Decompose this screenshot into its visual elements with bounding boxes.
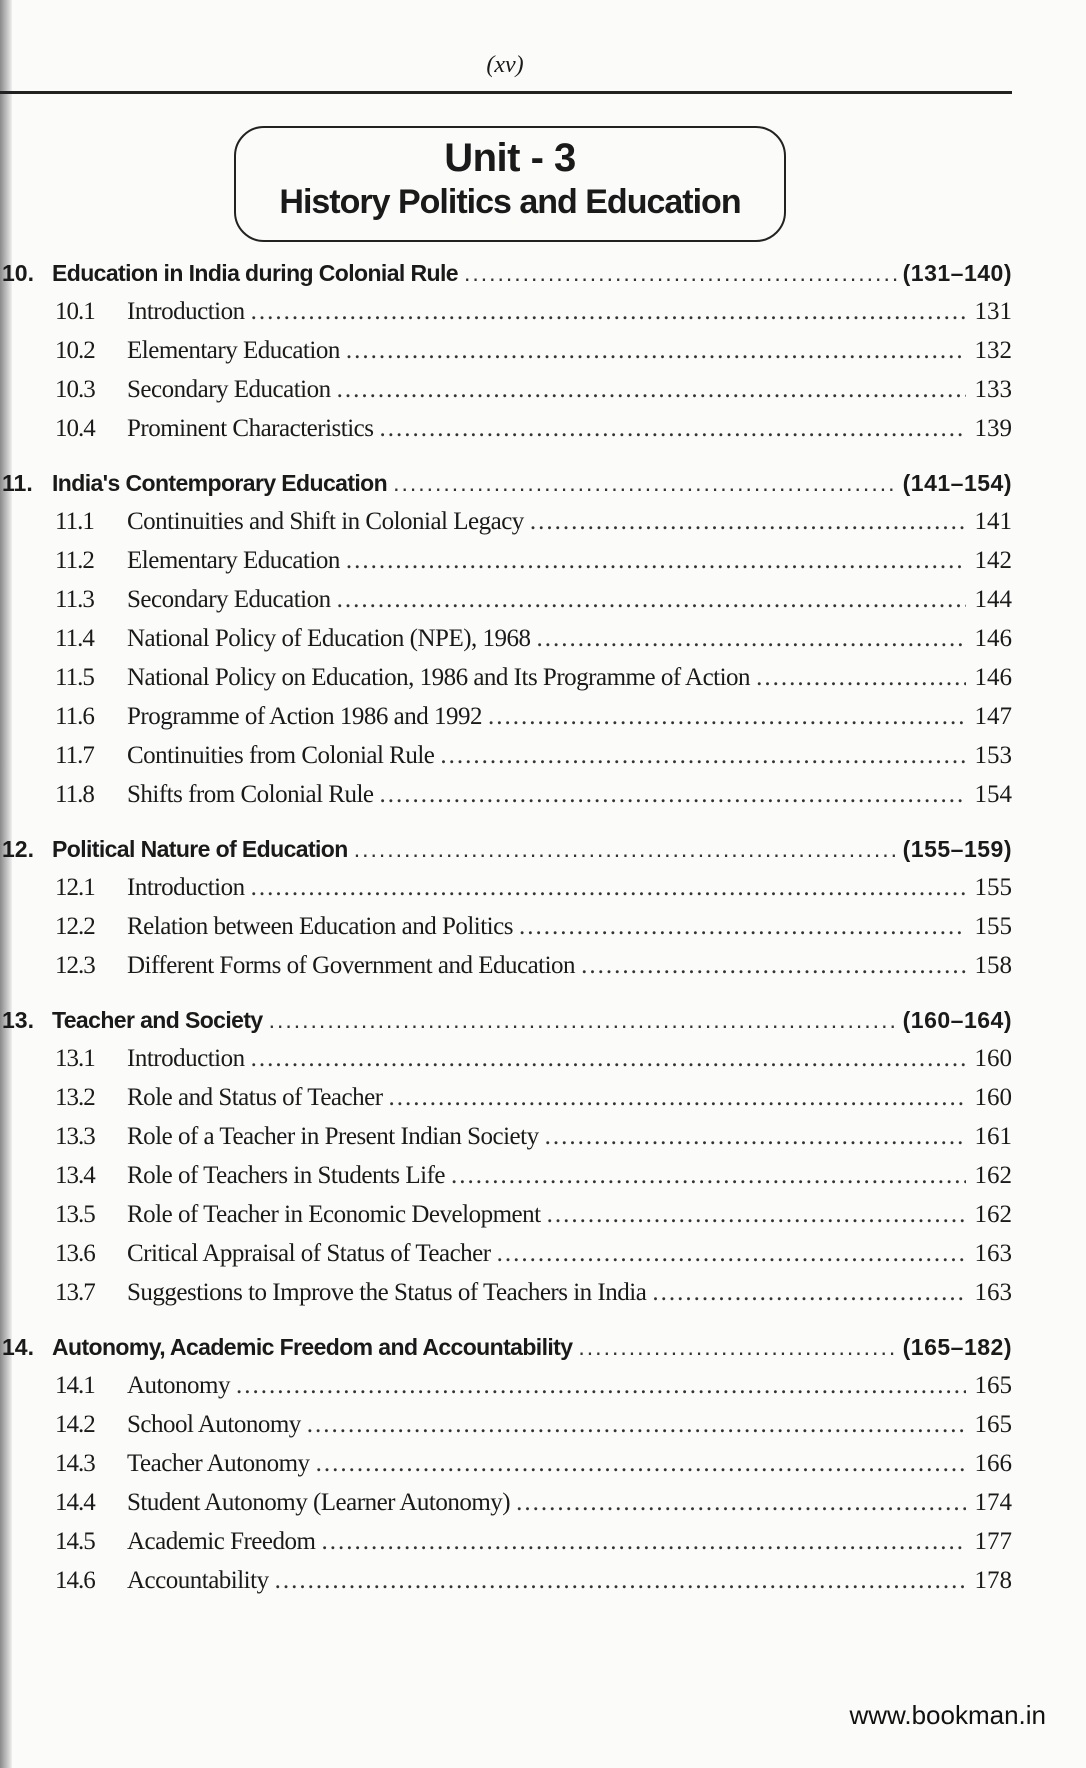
section-number: 14.2: [55, 1411, 95, 1438]
toc-section[interactable]: [0, 1450, 1012, 1489]
section-title: Continuities and Shift in Colonial Legacy: [127, 508, 524, 535]
toc-section[interactable]: [0, 1201, 1012, 1240]
dot-leader: [393, 470, 897, 497]
dot-leader: [275, 1567, 966, 1595]
header-rule: [0, 91, 1012, 94]
dot-leader: [451, 1162, 966, 1190]
dot-leader: [389, 1084, 966, 1112]
section-number: 13.2: [55, 1084, 95, 1111]
section-title: Elementary Education: [127, 337, 340, 364]
toc-section[interactable]: [0, 1528, 1012, 1567]
dot-leader: [354, 836, 897, 863]
website-watermark: www.bookman.in: [849, 1700, 1046, 1730]
section-number: 10.4: [55, 415, 95, 442]
section-page: 154: [974, 781, 1012, 808]
dot-leader: [337, 586, 966, 614]
section-number: 14.5: [55, 1528, 95, 1555]
section-title: Relation between Education and Politics: [127, 913, 513, 940]
section-page: 146: [974, 625, 1012, 652]
section-title: Introduction: [127, 298, 245, 325]
dot-leader: [321, 1528, 966, 1556]
chapter-page-range: (160–164): [902, 1007, 1012, 1033]
section-number: 12.1: [55, 874, 95, 901]
chapter-number: 13.: [2, 1007, 34, 1033]
section-title: Role and Status of Teacher: [127, 1084, 383, 1111]
toc-section[interactable]: [0, 1162, 1012, 1201]
section-title: Secondary Education: [127, 376, 331, 403]
section-number: 11.8: [55, 781, 94, 808]
chapter-page-range: (165–182): [902, 1334, 1012, 1360]
toc-section[interactable]: [0, 1279, 1012, 1318]
section-number: 14.6: [55, 1567, 95, 1594]
section-page: 177: [974, 1528, 1012, 1555]
chapter-number: 12.: [2, 836, 34, 862]
section-number: 12.3: [55, 952, 95, 979]
dot-leader: [440, 742, 966, 770]
chapter-title: India's Contemporary Education: [52, 470, 388, 496]
section-title: Shifts from Colonial Rule: [127, 781, 374, 808]
section-title: Continuities from Colonial Rule: [127, 742, 435, 769]
section-title: Student Autonomy (Learner Autonomy): [127, 1489, 511, 1516]
dot-leader: [652, 1279, 966, 1307]
chapter-page-range: (155–159): [902, 836, 1012, 862]
section-number: 11.2: [55, 547, 94, 574]
section-number: 13.6: [55, 1240, 95, 1267]
dot-leader: [380, 781, 966, 809]
section-page: 141: [974, 508, 1012, 535]
dot-leader: [756, 664, 966, 692]
section-title: Programme of Action 1986 and 1992: [127, 703, 482, 730]
toc-section[interactable]: [0, 1084, 1012, 1123]
section-number: 12.2: [55, 913, 95, 940]
toc-section[interactable]: [0, 874, 1012, 913]
toc-section[interactable]: [0, 1123, 1012, 1162]
toc-chapter[interactable]: [0, 470, 1012, 508]
section-page: 155: [974, 874, 1012, 901]
toc-section[interactable]: [0, 703, 1012, 742]
section-number: 10.3: [55, 376, 95, 403]
section-page: 131: [974, 298, 1012, 325]
section-page: 162: [974, 1201, 1012, 1228]
section-number: 13.5: [55, 1201, 95, 1228]
section-title: Autonomy: [127, 1372, 230, 1399]
section-title: School Autonomy: [127, 1411, 301, 1438]
unit-title: Unit - 3: [444, 136, 576, 180]
dot-leader: [269, 1007, 897, 1034]
section-page: 155: [974, 913, 1012, 940]
section-number: 11.7: [55, 742, 94, 769]
dot-leader: [530, 508, 966, 536]
table-of-contents: [0, 260, 1012, 1606]
dot-leader: [251, 1045, 966, 1073]
section-title: Accountability: [127, 1567, 269, 1594]
section-page: 160: [974, 1084, 1012, 1111]
section-number: 11.3: [55, 586, 94, 613]
section-number: 13.1: [55, 1045, 95, 1072]
dot-leader: [547, 1201, 966, 1229]
toc-section[interactable]: [0, 625, 1012, 664]
section-title: Prominent Characteristics: [127, 415, 374, 442]
toc-section[interactable]: [0, 1411, 1012, 1450]
toc-section[interactable]: [0, 742, 1012, 781]
dot-leader: [337, 376, 966, 404]
toc-section[interactable]: [0, 415, 1012, 454]
section-page: 142: [974, 547, 1012, 574]
toc-section[interactable]: [0, 952, 1012, 991]
dot-leader: [316, 1450, 966, 1478]
section-page: 132: [974, 337, 1012, 364]
section-title: Role of a Teacher in Present Indian Society: [127, 1123, 539, 1150]
section-title: National Policy of Education (NPE), 1968: [127, 625, 531, 652]
section-page: 162: [974, 1162, 1012, 1189]
chapter-title: Autonomy, Academic Freedom and Accountability: [52, 1334, 573, 1360]
section-number: 14.4: [55, 1489, 95, 1516]
section-page: 160: [974, 1045, 1012, 1072]
section-page: 165: [974, 1411, 1012, 1438]
toc-section[interactable]: [0, 547, 1012, 586]
section-number: 11.6: [55, 703, 94, 730]
section-page: 147: [974, 703, 1012, 730]
section-page: 139: [974, 415, 1012, 442]
section-number: 14.3: [55, 1450, 95, 1477]
section-page: 153: [974, 742, 1012, 769]
section-number: 11.5: [55, 664, 94, 691]
section-page: 165: [974, 1372, 1012, 1399]
section-title: Secondary Education: [127, 586, 331, 613]
section-number: 13.4: [55, 1162, 95, 1189]
dot-leader: [545, 1123, 966, 1151]
toc-section[interactable]: [0, 913, 1012, 952]
toc-chapter[interactable]: [0, 1007, 1012, 1045]
unit-heading-box: [234, 126, 786, 242]
toc-section[interactable]: [0, 664, 1012, 703]
section-title: Role of Teachers in Students Life: [127, 1162, 446, 1189]
chapter-number: 11.: [2, 470, 33, 496]
toc-section[interactable]: [0, 337, 1012, 376]
section-page: 163: [974, 1279, 1012, 1306]
chapter-page-range: (141–154): [902, 470, 1012, 496]
section-page: 146: [974, 664, 1012, 691]
section-number: 10.2: [55, 337, 95, 364]
dot-leader: [464, 260, 897, 287]
unit-subtitle: History Politics and Education: [279, 183, 741, 221]
section-title: Introduction: [127, 1045, 245, 1072]
dot-leader: [307, 1411, 966, 1439]
chapter-title: Teacher and Society: [52, 1007, 263, 1033]
chapter-title: Political Nature of Education: [52, 836, 348, 862]
section-number: 11.1: [55, 508, 94, 535]
dot-leader: [236, 1372, 966, 1400]
toc-chapter[interactable]: [0, 260, 1012, 298]
section-title: Elementary Education: [127, 547, 340, 574]
chapter-page-range: (131–140): [902, 260, 1012, 286]
toc-section[interactable]: [0, 1045, 1012, 1084]
toc-section[interactable]: [0, 508, 1012, 547]
dot-leader: [516, 1489, 966, 1517]
dot-leader: [346, 337, 966, 365]
dot-leader: [346, 547, 966, 575]
chapter-title: Education in India during Colonial Rule: [52, 260, 458, 286]
toc-section[interactable]: [0, 586, 1012, 625]
section-title: Different Forms of Government and Education: [127, 952, 576, 979]
section-page: 163: [974, 1240, 1012, 1267]
toc-section[interactable]: [0, 298, 1012, 337]
toc-section[interactable]: [0, 1567, 1012, 1606]
dot-leader: [519, 913, 966, 941]
section-page: 178: [974, 1567, 1012, 1594]
section-page: 158: [974, 952, 1012, 979]
section-number: 10.1: [55, 298, 95, 325]
dot-leader: [251, 874, 966, 902]
dot-leader: [581, 952, 966, 980]
chapter-number: 10.: [2, 260, 34, 286]
section-title: Role of Teacher in Economic Development: [127, 1201, 541, 1228]
section-page: 174: [974, 1489, 1012, 1516]
section-title: Suggestions to Improve the Status of Teachers in India: [127, 1279, 647, 1306]
dot-leader: [251, 298, 966, 326]
toc-chapter[interactable]: [0, 1334, 1012, 1372]
section-page: 144: [974, 586, 1012, 613]
toc-section[interactable]: [0, 1372, 1012, 1411]
dot-leader: [497, 1240, 966, 1268]
page-number: (xv): [486, 52, 524, 78]
section-page: 166: [974, 1450, 1012, 1477]
dot-leader: [578, 1334, 896, 1361]
toc-section[interactable]: [0, 1489, 1012, 1528]
section-page: 161: [974, 1123, 1012, 1150]
dot-leader: [537, 625, 966, 653]
toc-chapter[interactable]: [0, 836, 1012, 874]
section-number: 13.3: [55, 1123, 95, 1150]
section-number: 13.7: [55, 1279, 95, 1306]
toc-section[interactable]: [0, 781, 1012, 820]
section-number: 14.1: [55, 1372, 95, 1399]
section-title: Critical Appraisal of Status of Teacher: [127, 1240, 491, 1267]
section-number: 11.4: [55, 625, 94, 652]
toc-section[interactable]: [0, 376, 1012, 415]
toc-section[interactable]: [0, 1240, 1012, 1279]
section-title: Introduction: [127, 874, 245, 901]
section-title: Teacher Autonomy: [127, 1450, 310, 1477]
section-page: 133: [974, 376, 1012, 403]
dot-leader: [379, 415, 966, 443]
section-title: Academic Freedom: [127, 1528, 316, 1555]
dot-leader: [488, 703, 966, 731]
chapter-number: 14.: [2, 1334, 34, 1360]
section-title: National Policy on Education, 1986 and Its Programme of Action: [127, 664, 751, 691]
